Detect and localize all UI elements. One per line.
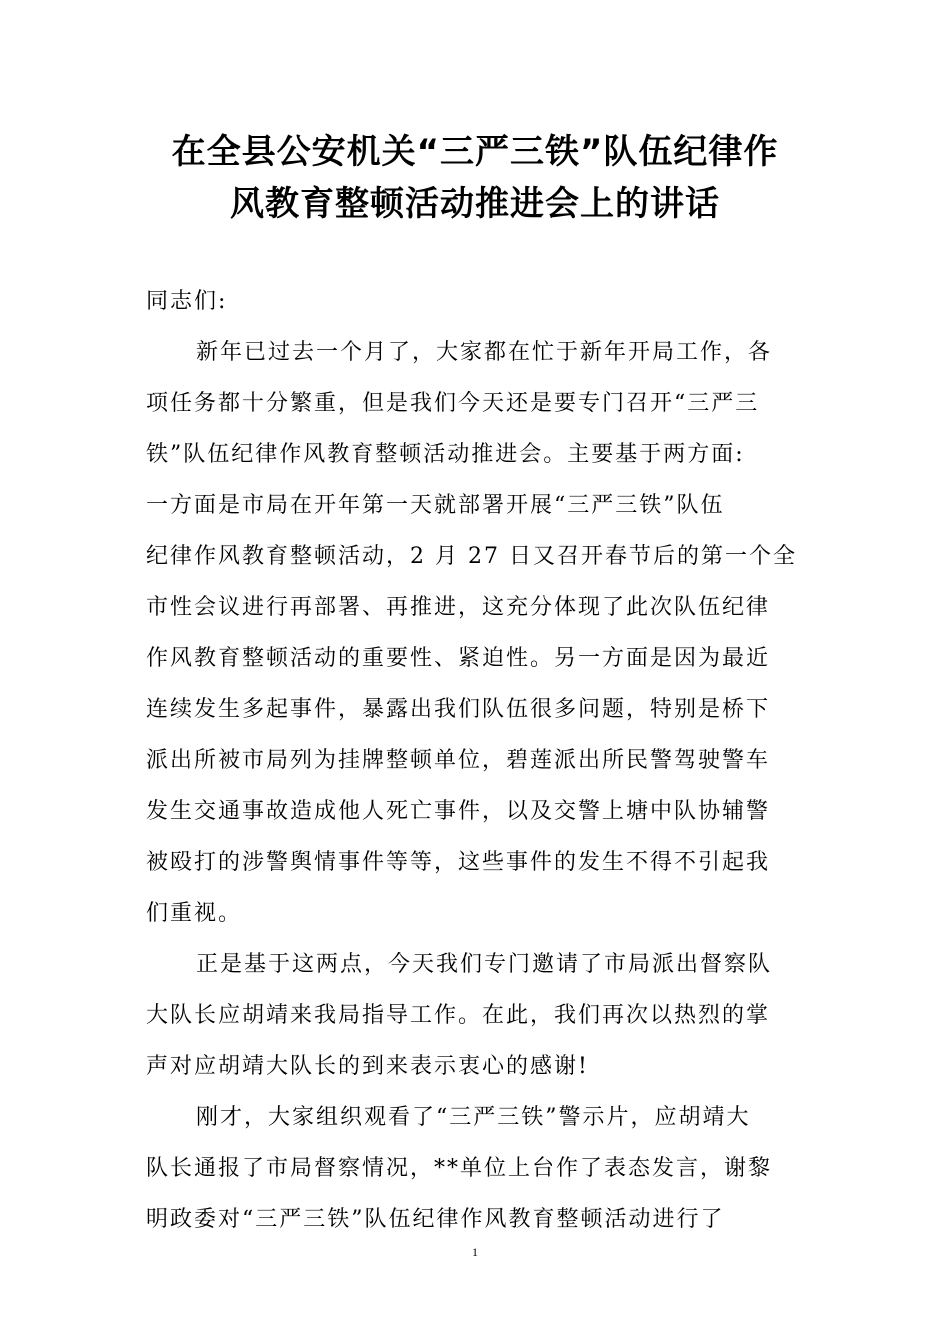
greeting: 同志们: [146,289,228,314]
text-line: 作风教育整顿活动的重要性、紧迫性。另一方面是因为最近 [146,646,771,671]
text-line: 新年已过去一个月了，大家都在忙于新年开局工作，各 [196,340,773,365]
paragraph-2 [146,946,806,1099]
title-line-1: 在全县公安机关“三严三铁”队伍纪律作 [171,132,779,172]
text-line: 发生交通事故造成他人死亡事件，以及交警上塘中队协辅警 [146,799,771,824]
text-line: 连续发生多起事件，暴露出我们队伍很多问题，特别是桥下 [146,697,771,722]
paragraph-1 [146,334,806,946]
text-line: 明政委对“三严三铁”队伍纪律作风教育整顿活动进行了 [146,1207,725,1232]
text-line: 铁”队伍纪律作风教育整顿活动推进会。主要基于两方面: [146,442,745,467]
text-line: 们重视。 [146,901,243,926]
text-line: 被殴打的涉警舆情事件等等，这些事件的发生不得不引起我 [146,850,771,875]
text-line: 市性会议进行再部署、再推进，这充分体现了此次队伍纪律 [146,595,771,620]
text-line: 项任务都十分繁重，但是我们今天还是要专门召开“三严三 [146,391,760,416]
text-line: 正是基于这两点，今天我们专门邀请了市局派出督察队 [196,952,773,977]
text-line: 派出所被市局列为挂牌整顿单位，碧莲派出所民警驾驶警车 [146,748,771,773]
document-body [146,283,806,1252]
text-line: 纪律作风教育整顿活动，2 月 27 日又召开春节后的第一个全 [146,544,797,569]
text-line: 刚才，大家组织观看了“三严三铁”警示片，应胡靖大 [196,1105,751,1130]
text-line: 队长通报了市局督察情况，**单位上台作了表态发言，谢黎 [146,1156,773,1181]
text-line: 一方面是市局在开年第一天就部署开展“三严三铁”队伍 [146,493,725,518]
page-number: 1 [472,1245,478,1259]
paragraph-3 [146,1099,806,1252]
document-title [120,126,830,230]
title-line-2: 风教育整顿活动推进会上的讲话 [230,184,720,224]
text-line: 声对应胡靖大队长的到来表示衷心的感谢! [146,1054,589,1079]
text-line: 大队长应胡靖来我局指导工作。在此，我们再次以热烈的掌 [146,1003,771,1028]
